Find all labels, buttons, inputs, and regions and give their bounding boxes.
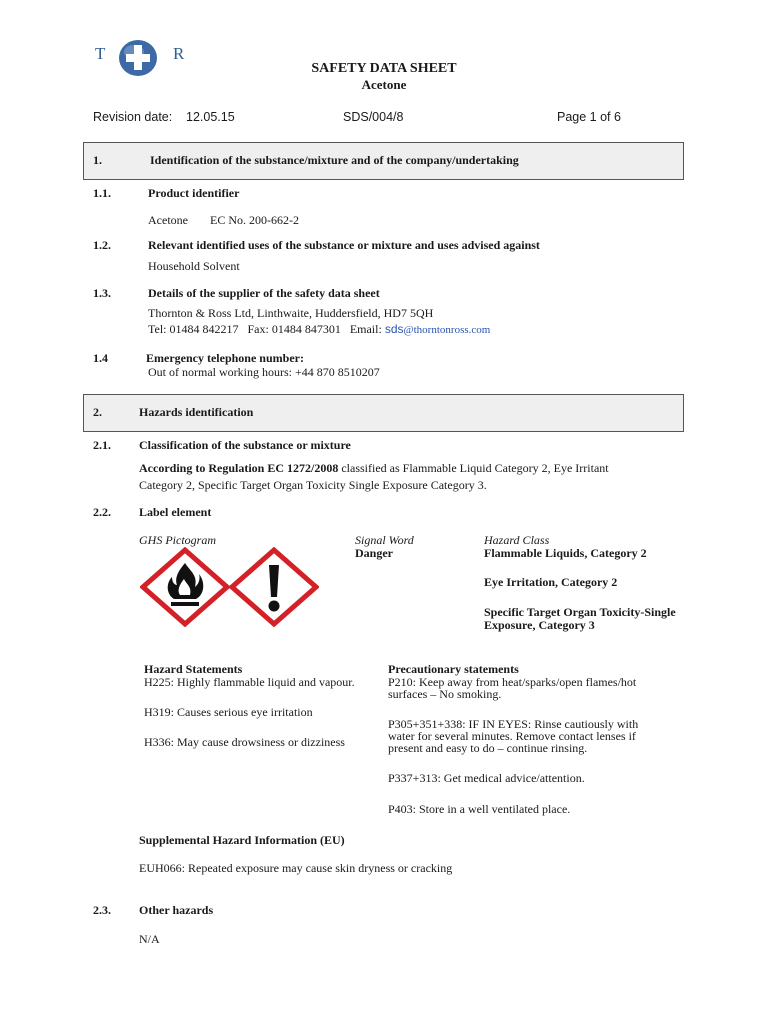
- revision-date: 12.05.15: [186, 110, 235, 124]
- document-subtitle: Acetone: [361, 77, 407, 92]
- section-2-header: [83, 394, 684, 432]
- product-name: Acetone: [148, 213, 188, 227]
- contact-text: Tel: 01484 842217 Fax: 01484 847301 Email:: [148, 322, 385, 336]
- other-hazards-text: N/A: [139, 932, 160, 946]
- ec-number: EC No. 200-662-2: [210, 213, 299, 227]
- supplier-address: Thornton & Ross Ltd, Linthwaite, Huddersfield, HD7 5QH: [148, 306, 434, 320]
- hazard-statement-h319: H319: Causes serious eye irritation: [144, 705, 313, 719]
- regulation-reference: According to Regulation EC 1272/2008: [139, 461, 339, 475]
- subsection-1-1-number: 1.1.: [93, 186, 111, 200]
- precaution-p210-line-1: P210: Keep away from heat/sparks/open flames/hot: [388, 675, 637, 689]
- precaution-p305-line-3: present and easy to do – continue rinsing.: [388, 741, 588, 755]
- subsection-1-3-number: 1.3.: [93, 286, 111, 300]
- signal-word-label: Signal Word: [355, 533, 414, 547]
- subsection-1-1-title: Product identifier: [148, 186, 240, 200]
- classification-line-1: [139, 462, 609, 475]
- subsection-1-2-title: Relevant identified uses of the substance or mixture and uses advised against: [148, 238, 540, 252]
- classification-line-2: Category 2, Specific Target Organ Toxicity Single Exposure Category 3.: [139, 478, 487, 492]
- logo-letter-r: R: [173, 44, 186, 63]
- precaution-p403: P403: Store in a well ventilated place.: [388, 802, 571, 816]
- page-number: Page 1 of 6: [557, 110, 621, 124]
- subsection-2-2-number: 2.2.: [93, 505, 111, 519]
- section-1-header: [83, 142, 684, 180]
- subsection-1-4-title: Emergency telephone number:: [146, 351, 304, 365]
- signal-word-value: Danger: [355, 546, 393, 560]
- hazard-class-3-line-1: Specific Target Organ Toxicity-Single: [484, 605, 676, 619]
- precautionary-title: Precautionary statements: [388, 662, 519, 676]
- subsection-1-3-title: Details of the supplier of the safety data sheet: [148, 286, 380, 300]
- precaution-p305-line-1: P305+351+338: IF IN EYES: Rinse cautiously with: [388, 717, 639, 731]
- subsection-2-3-title: Other hazards: [139, 903, 214, 917]
- subsection-2-3-number: 2.3.: [93, 903, 111, 917]
- document-title: SAFETY DATA SHEET: [311, 61, 457, 76]
- hazard-class-1: Flammable Liquids, Category 2: [484, 546, 647, 560]
- precaution-p210-line-2: surfaces – No smoking.: [388, 687, 502, 701]
- subsection-2-2-title: Label element: [139, 505, 212, 519]
- hazard-statement-h336: H336: May cause drowsiness or dizziness: [144, 735, 345, 749]
- subsection-2-1-title: Classification of the substance or mixture: [139, 438, 351, 452]
- classification-text-1: classified as Flammable Liquid Category 2, Eye Irritant: [338, 461, 609, 475]
- section-2-number: 2.: [93, 405, 102, 419]
- ghs-pictogram-label: GHS Pictogram: [139, 533, 216, 547]
- hazard-class-3-line-2: Exposure, Category 3: [484, 618, 595, 632]
- supplier-contact: [148, 323, 490, 337]
- hazard-statement-h225: H225: Highly flammable liquid and vapour.: [144, 675, 355, 689]
- sds-number: SDS/004/8: [343, 110, 404, 124]
- identified-use: Household Solvent: [148, 259, 240, 273]
- precaution-p337: P337+313: Get medical advice/attention.: [388, 771, 585, 785]
- revision-label: Revision date:: [93, 110, 173, 124]
- supplemental-euh066: EUH066: Repeated exposure may cause skin dryness or cracking: [139, 861, 453, 875]
- email-link-prefix[interactable]: sds: [384, 322, 404, 336]
- logo-letter-t: T: [95, 44, 107, 63]
- supplemental-title: Supplemental Hazard Information (EU): [139, 833, 345, 847]
- flame-pictogram-icon: [140, 547, 230, 627]
- hazard-class-label: Hazard Class: [484, 533, 550, 547]
- section-1-title: Identification of the substance/mixture and of the company/undertaking: [150, 153, 519, 167]
- hazard-class-2: Eye Irritation, Category 2: [484, 575, 618, 589]
- section-1-number: 1.: [93, 153, 102, 167]
- subsection-1-2-number: 1.2.: [93, 238, 111, 252]
- exclamation-pictogram-icon: [229, 547, 319, 627]
- subsection-2-1-number: 2.1.: [93, 438, 111, 452]
- emergency-phone: Out of normal working hours: +44 870 8510207: [148, 365, 380, 379]
- precaution-p305-line-2: water for several minutes. Remove contact lenses if: [388, 729, 636, 743]
- hazard-statements-title: Hazard Statements: [144, 662, 243, 676]
- subsection-1-4-number: 1.4: [93, 351, 108, 365]
- section-2-title: Hazards identification: [139, 405, 254, 419]
- email-link-domain[interactable]: @thorntonross.com: [403, 324, 491, 336]
